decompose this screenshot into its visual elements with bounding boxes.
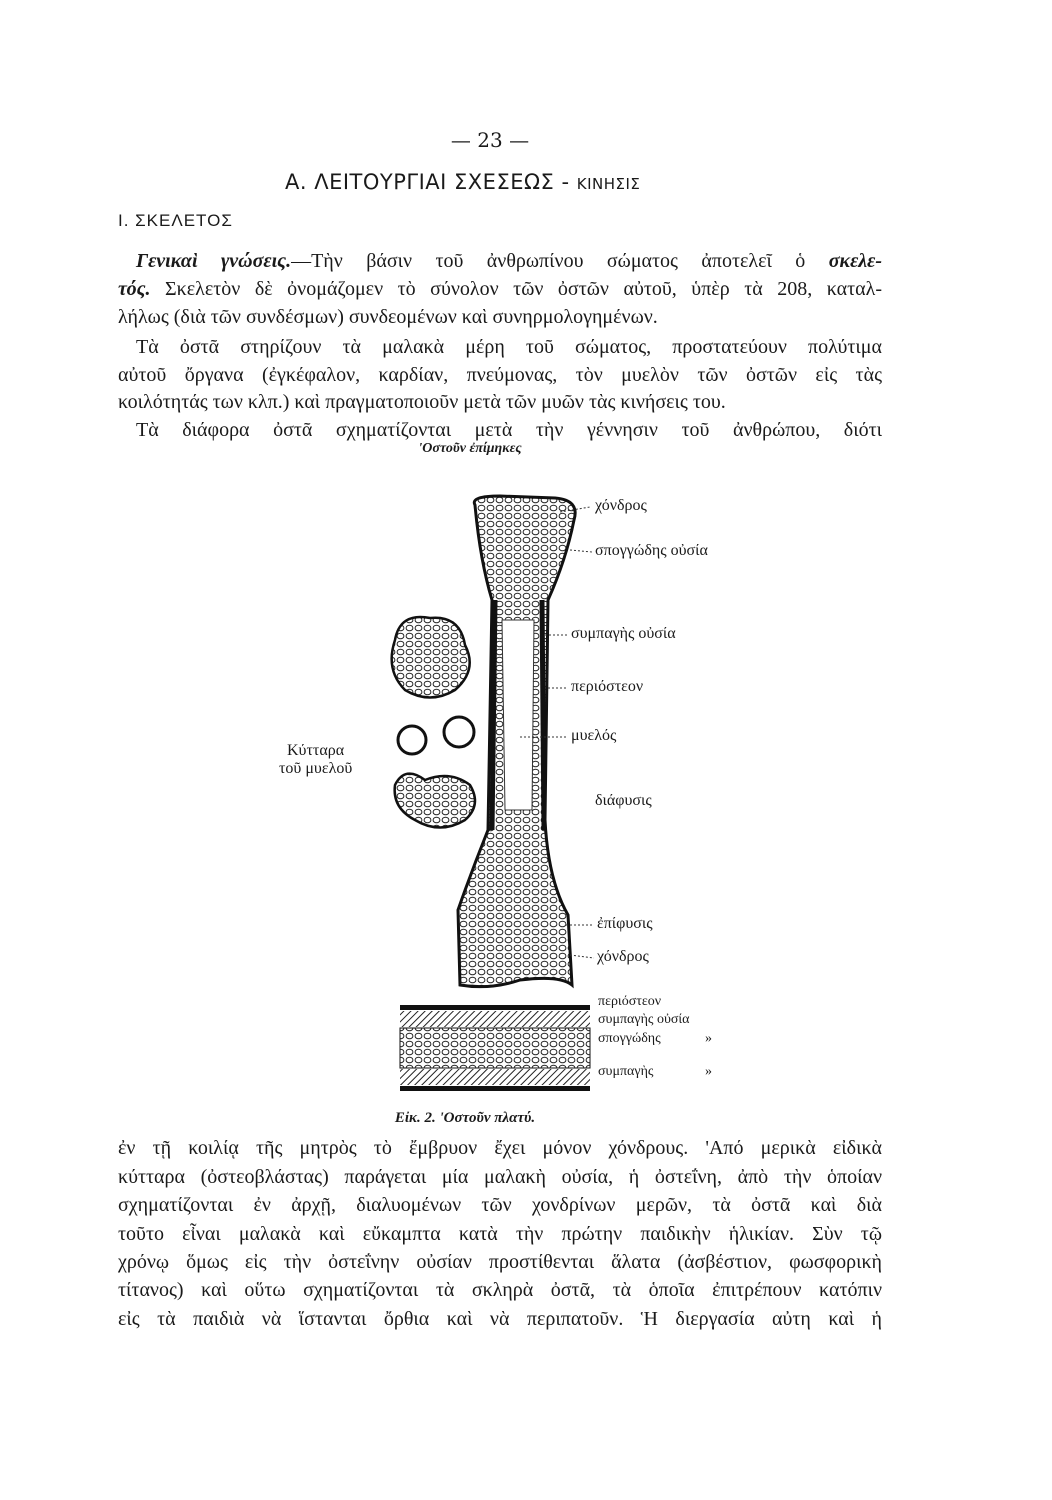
text-line: αὐτοῦ ὄργανα (ἐγκέφαλον, καρδίαν, πνεύμονας, τὸν μυελὸν τῶν ὀστῶν εἰς τὰς bbox=[118, 364, 882, 386]
heading-main: Α. ΛΕΙΤΟΥΡΓΙΑΙ ΣΧΕΣΕΩΣ - bbox=[285, 170, 577, 194]
marrow-cell-icon bbox=[444, 717, 474, 747]
text-line: τοῦτο εἶναι μαλακὰ καὶ εὔκαμπτα κατὰ τὴν πρώτην παιδικὴν ἡλικίαν. Σὺν τῷ bbox=[118, 1223, 882, 1245]
text-line: λήλως (διὰ τῶν συνδέσμων) συνδεομένων καὶ συνηρμολογημένων. bbox=[118, 306, 658, 328]
page-number: — 23 — bbox=[450, 128, 530, 152]
label-cells: Κύτταρα bbox=[287, 742, 345, 759]
text-line: εἰς τὰ παιδιὰ νὰ ἵστανται ὄρθια καὶ νὰ περιπατοῦν. Ἡ διεργασία αὐτη καὶ ἡ bbox=[118, 1308, 882, 1330]
text-span: Σκελετὸν δὲ ὀνομάζομεν τὸ σύνολον τῶν ὀστῶν αὐτοῦ, ὑπὲρ τὰ 208, καταλ- bbox=[150, 278, 882, 300]
ditto-mark: » bbox=[705, 1031, 712, 1046]
flat-bone-section bbox=[400, 1005, 590, 1091]
text-line: κύτταρα (ὀστεοβλάστας) παράγεται μία μαλακὴ οὐσία, ἡ ὀστεΐνη, ἀπὸ τὴν ὁποίαν bbox=[118, 1166, 882, 1188]
heading-small: ΚΙΝΗΣΙΣ bbox=[576, 175, 641, 193]
flat-label-spongy: σπογγώδης bbox=[598, 1031, 661, 1046]
marrow-cell-icon bbox=[398, 726, 426, 754]
figure-title: 'Οστοῦν ἐπίμηκες bbox=[418, 441, 522, 456]
marrow-cell-icon bbox=[395, 774, 475, 828]
ditto-mark: » bbox=[705, 1064, 712, 1079]
text-line: ἐν τῇ κοιλίᾳ τῆς μητρὸς τὸ ἔμβρυον ἔχει μόνον χόνδρους. 'Από μερικὰ εἰδικὰ bbox=[118, 1137, 882, 1159]
label-periosteum: περιόστεον bbox=[571, 678, 644, 695]
marrow-cell-icon bbox=[392, 617, 470, 698]
bold-term: τός. bbox=[118, 278, 151, 300]
flat-label-periosteum: περιόστεον bbox=[598, 994, 662, 1009]
label-cartilage-bottom: χόνδρος bbox=[597, 948, 649, 965]
section-title: Ι. ΣΚΕΛΕΤΟΣ bbox=[118, 211, 233, 230]
label-cells-marrow: τοῦ μυελοῦ bbox=[279, 760, 353, 777]
label-epiphysis: ἐπίφυσις bbox=[597, 915, 653, 932]
text-line: χρόνῳ ὅμως εἰς τὴν ὀστεΐνην οὐσίαν προστίθενται ἅλατα (ἀσβέστιον, φωσφορικὴ bbox=[118, 1251, 882, 1273]
bold-lead: Γενικαὶ γνώσεις. bbox=[136, 250, 292, 272]
label-cartilage-top: χόνδρος bbox=[595, 497, 647, 514]
text-span: —Τὴν βάσιν τοῦ ἀνθρωπίνου σώματος ἀποτελεῖ ὁ bbox=[291, 250, 829, 272]
bold-term: σκελε- bbox=[828, 250, 883, 272]
figure-caption: Εἰκ. 2. 'Οστοῦν πλατύ. bbox=[394, 1110, 536, 1126]
text-line: σχηματίζονται ἐν ἀρχῇ, διαλυομένων τῶν χονδρίνων μερῶν, τὰ ὀστᾶ καὶ διὰ bbox=[118, 1194, 882, 1216]
medullary-cavity bbox=[502, 620, 534, 810]
label-diaphysis: διάφυσις bbox=[595, 792, 652, 809]
text-line: τίτανος) καὶ οὕτω σχηματίζονται τὰ σκληρὰ ὀστᾶ, τὰ ὁποῖα ἐπιτρέπουν κατόπιν bbox=[118, 1279, 882, 1301]
flat-label-compact-2: συμπαγὴς bbox=[598, 1064, 654, 1079]
text-line: κοιλότητάς των κλπ.) καὶ πραγματοποιοῦν μετὰ τῶν μυῶν τὰς κινήσεις του. bbox=[118, 391, 726, 413]
label-marrow: μυελός bbox=[571, 727, 617, 744]
text-line: Τὰ διάφορα ὀστᾶ σχηματίζονται μετὰ τὴν γέννησιν τοῦ ἀνθρώπου, διότι bbox=[136, 419, 882, 441]
flat-label-compact: συμπαγὴς οὐσία bbox=[598, 1012, 690, 1027]
text-line: Τὰ ὀστᾶ στηρίζουν τὰ μαλακὰ μέρη τοῦ σώματος, προστατεύουν πολύτιμα bbox=[136, 336, 882, 358]
label-spongy-substance: σπογγώδης οὐσία bbox=[595, 542, 708, 559]
label-compact-substance: συμπαγὴς οὐσία bbox=[571, 625, 676, 642]
